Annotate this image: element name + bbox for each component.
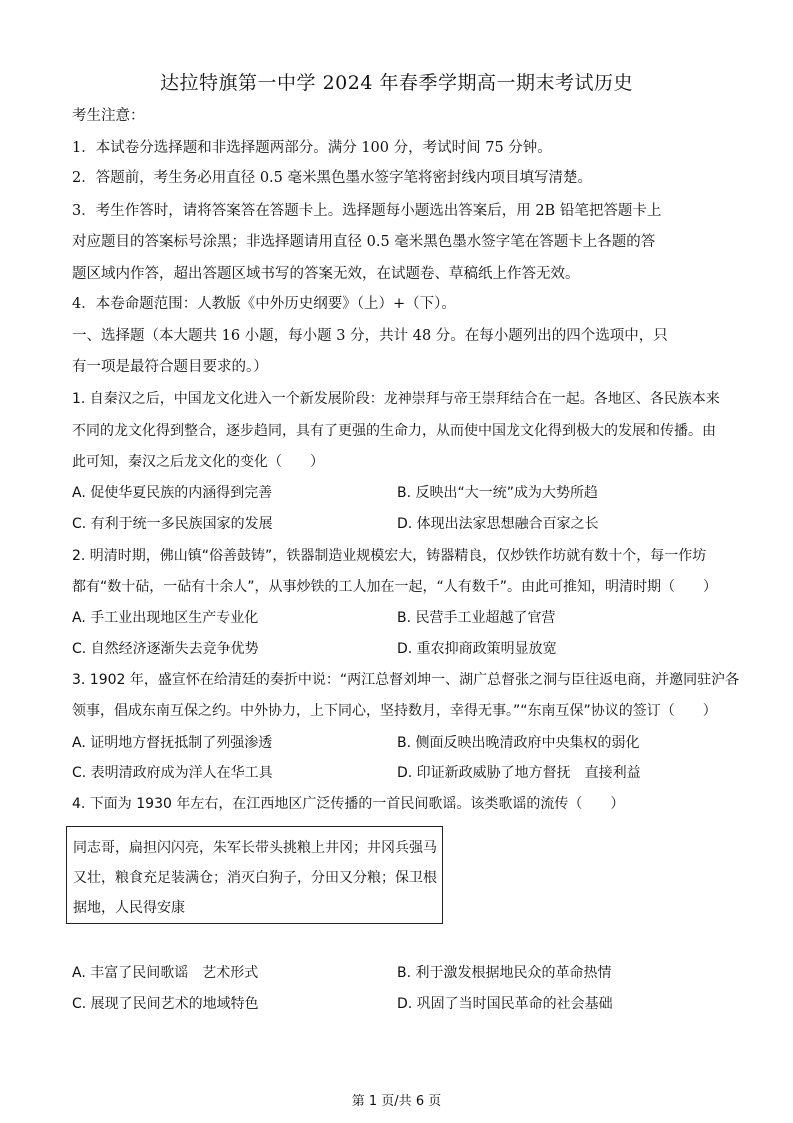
question-3-line-2: 领事，倡成东南互保之约。中外协力，上下同心，坚持数月，幸得无事。”“东南互保”协议的签订（ ） — [72, 703, 717, 719]
question-2-option-d: D. 重农抑商政策明显放宽 — [397, 641, 557, 657]
question-4-line-1: 4. 下面为 1930 年左右，在江西地区广泛传播的一首民间歌谣。该类歌谣的流传（ ） — [72, 796, 625, 812]
question-2-line-1: 2. 明清时期，佛山镇“俗善鼓铸”，铁器制造业规模宏大，铸器精良，仅炒铁作坊就有数十个，每一作坊 — [72, 548, 707, 564]
page-number: 第 1 页/共 6 页 — [351, 1094, 442, 1109]
quote-line-3: 据地，人民得安康 — [73, 900, 185, 916]
exam-title: 达拉特旗第一中学 2024 年春季学期高一期末考试历史 — [160, 72, 633, 94]
question-1-option-a: A. 促使华夏民族的内涵得到完善 — [72, 485, 273, 501]
question-1-option-d: D. 体现出法家思想融合百家之长 — [397, 516, 599, 532]
folk-song-quote-box — [66, 826, 443, 924]
question-4-option-a: A. 丰富了民间歌谣 艺术形式 — [72, 965, 259, 981]
question-1-line-3: 此可知，秦汉之后龙文化的变化（ ） — [72, 454, 324, 470]
question-3-option-b: B. 侧面反映出晚清政府中央集权的弱化 — [397, 735, 640, 751]
notice-item-4: 4．本卷命题范围：人教版《中外历史纲要》（上）+（下）。 — [72, 296, 456, 312]
question-3-option-c: C. 表明清政府成为洋人在华工具 — [72, 765, 273, 781]
question-4-option-d: D. 巩固了当时国民革命的社会基础 — [397, 996, 613, 1012]
question-3-option-d: D. 印证新政威胁了地方督抚 直接利益 — [397, 765, 641, 781]
question-2-option-a: A. 手工业出现地区生产专业化 — [72, 610, 259, 626]
notice-item-3: 3．考生作答时，请将答案答在答题卡上。选择题每小题选出答案后，用 2B 铅笔把答题卡上 — [72, 203, 662, 219]
notice-item-3-cont: 对应题目的答案标号涂黑；非选择题请用直径 0.5 毫米黑色墨水签字笔在答题卡上各题的答 — [72, 234, 656, 250]
quote-line-1: 同志哥，扁担闪闪亮，朱军长带头挑粮上井冈；井冈兵强马 — [73, 840, 437, 856]
question-4-option-c: C. 展现了民间艺术的地域特色 — [72, 996, 259, 1012]
notice-item-3-cont2: 题区域内作答，超出答题区域书写的答案无效，在试题卷、草稿纸上作答无效。 — [72, 266, 580, 282]
question-2-option-c: C. 自然经济逐渐失去竞争优势 — [72, 641, 259, 657]
question-1-option-b: B. 反映出“大一统”成为大势所趋 — [397, 485, 599, 501]
question-3-option-a: A. 证明地方督抚抵制了列强渗透 — [72, 735, 273, 751]
question-1-line-2: 不同的龙文化得到整合，逐步趋同，具有了更强的生命力，从而使中国龙文化得到极大的发展和传播。由 — [72, 423, 716, 439]
question-2-line-2: 都有“数十砧，一砧有十余人”，从事炒铁的工人加在一起，“人有数千”。由此可推知，明清时期（ ） — [72, 579, 718, 595]
notice-item-2: 2．答题前，考生务必用直径 0.5 毫米黑色墨水签字笔将密封线内项目填写清楚。 — [72, 170, 593, 186]
question-1-option-c: C. 有利于统一多民族国家的发展 — [72, 516, 273, 532]
section-heading-cont: 有一项是最符合题目要求的。） — [72, 359, 268, 375]
question-3-line-1: 3. 1902 年，盛宣怀在给清廷的奏折中说：“两江总督刘坤一、湖广总督张之洞与臣往返电商，并邀同驻沪各 — [72, 672, 740, 688]
question-2-option-b: B. 民营手工业超越了官营 — [397, 610, 556, 626]
question-1-line-1: 1. 自秦汉之后，中国龙文化进入一个新发展阶段：龙神崇拜与帝王崇拜结合在一起。各地区、各民族本来 — [72, 391, 720, 407]
notice-item-1: 1．本试卷分选择题和非选择题两部分。满分 100 分，考试时间 75 分钟。 — [72, 140, 552, 156]
question-4-option-b: B. 利于激发根据地民众的革命热情 — [397, 965, 612, 981]
quote-line-2: 又壮，粮食充足装满仓；消灭白狗子，分田又分粮；保卫根 — [73, 870, 437, 886]
notice-heading: 考生注意： — [72, 108, 145, 124]
section-heading: 一、选择题（本大题共 16 小题，每小题 3 分，共计 48 分。在每小题列出的四个选项中，只 — [72, 328, 668, 344]
